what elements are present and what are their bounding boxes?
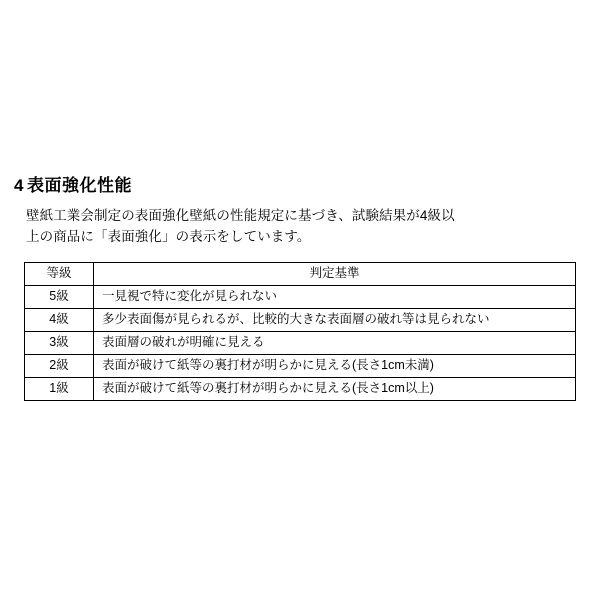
table-row bbox=[25, 332, 576, 355]
column-header-criteria: 判定基準 bbox=[94, 263, 576, 286]
grade-criteria-table bbox=[24, 262, 576, 401]
cell-criteria: 一見視で特に変化が見られない bbox=[94, 286, 576, 309]
cell-criteria: 表面が破けて紙等の裏打材が明らかに見える(長さ1cm未満) bbox=[94, 355, 576, 378]
cell-grade: 3級 bbox=[25, 332, 94, 355]
section-number: 4 bbox=[14, 176, 24, 195]
table-row bbox=[25, 309, 576, 332]
cell-grade: 4級 bbox=[25, 309, 94, 332]
cell-criteria: 表面が破けて紙等の裏打材が明らかに見える(長さ1cm以上) bbox=[94, 378, 576, 401]
table-row bbox=[25, 286, 576, 309]
section-title-text: 表面強化性能 bbox=[26, 176, 132, 195]
cell-grade: 2級 bbox=[25, 355, 94, 378]
cell-grade: 5級 bbox=[25, 286, 94, 309]
table-header-row bbox=[25, 263, 576, 286]
cell-grade: 1級 bbox=[25, 378, 94, 401]
intro-line-1: 壁紙工業会制定の表面強化壁紙の性能規定に基づき、試験結果が4級以 bbox=[26, 208, 455, 223]
table-row bbox=[25, 355, 576, 378]
page-title bbox=[14, 176, 132, 196]
table-row bbox=[25, 378, 576, 401]
cell-criteria: 表面層の破れが明確に見える bbox=[94, 332, 576, 355]
cell-criteria: 多少表面傷が見られるが、比較的大きな表面層の破れ等は見られない bbox=[94, 309, 576, 332]
intro-paragraph bbox=[26, 206, 586, 248]
intro-line-2: 上の商品に「表面強化」の表示をしています。 bbox=[26, 228, 311, 244]
column-header-grade: 等級 bbox=[25, 263, 94, 286]
